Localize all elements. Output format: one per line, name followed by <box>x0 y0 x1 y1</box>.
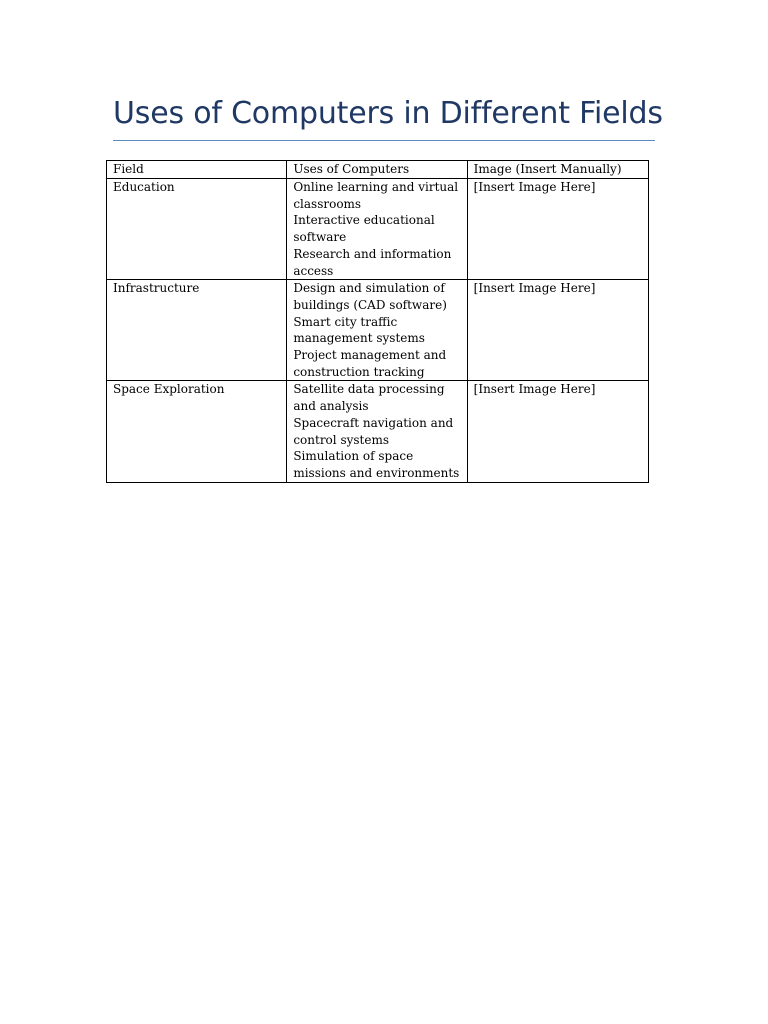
use-item: Online learning and virtual classrooms <box>293 180 459 211</box>
uses-cell <box>287 179 467 280</box>
table-row <box>107 381 649 482</box>
table-header-row <box>107 161 649 179</box>
image-placeholder-cell: [Insert Image Here] <box>467 179 648 280</box>
document-title: Uses of Computers in Different Fields <box>113 96 663 131</box>
uses-cell <box>287 381 467 482</box>
use-item: Smart city traffic management systems <box>293 314 425 346</box>
use-item: Interactive educational software <box>293 213 435 245</box>
field-cell: Education <box>107 179 287 280</box>
use-item: Spacecraft navigation and control systems <box>293 415 454 447</box>
uses-table <box>106 160 649 483</box>
table-row <box>107 179 649 280</box>
header-uses: Uses of Computers <box>287 161 467 179</box>
field-cell: Space Exploration <box>107 381 287 482</box>
header-field: Field <box>107 161 287 179</box>
use-item: Design and simulation of buildings (CAD software) <box>293 281 447 312</box>
field-cell: Infrastructure <box>107 280 287 381</box>
header-image: Image (Insert Manually) <box>467 161 648 179</box>
uses-cell <box>287 280 467 381</box>
use-item: Satellite data processing and analysis <box>293 382 445 414</box>
use-item: Research and information access <box>293 246 452 278</box>
image-placeholder-cell: [Insert Image Here] <box>467 381 648 482</box>
table-row <box>107 280 649 381</box>
title-underline-rule <box>113 140 655 141</box>
use-item: Simulation of space missions and environments <box>293 449 460 480</box>
use-item: Project management and construction tracking <box>293 348 447 379</box>
image-placeholder-cell: [Insert Image Here] <box>467 280 648 381</box>
